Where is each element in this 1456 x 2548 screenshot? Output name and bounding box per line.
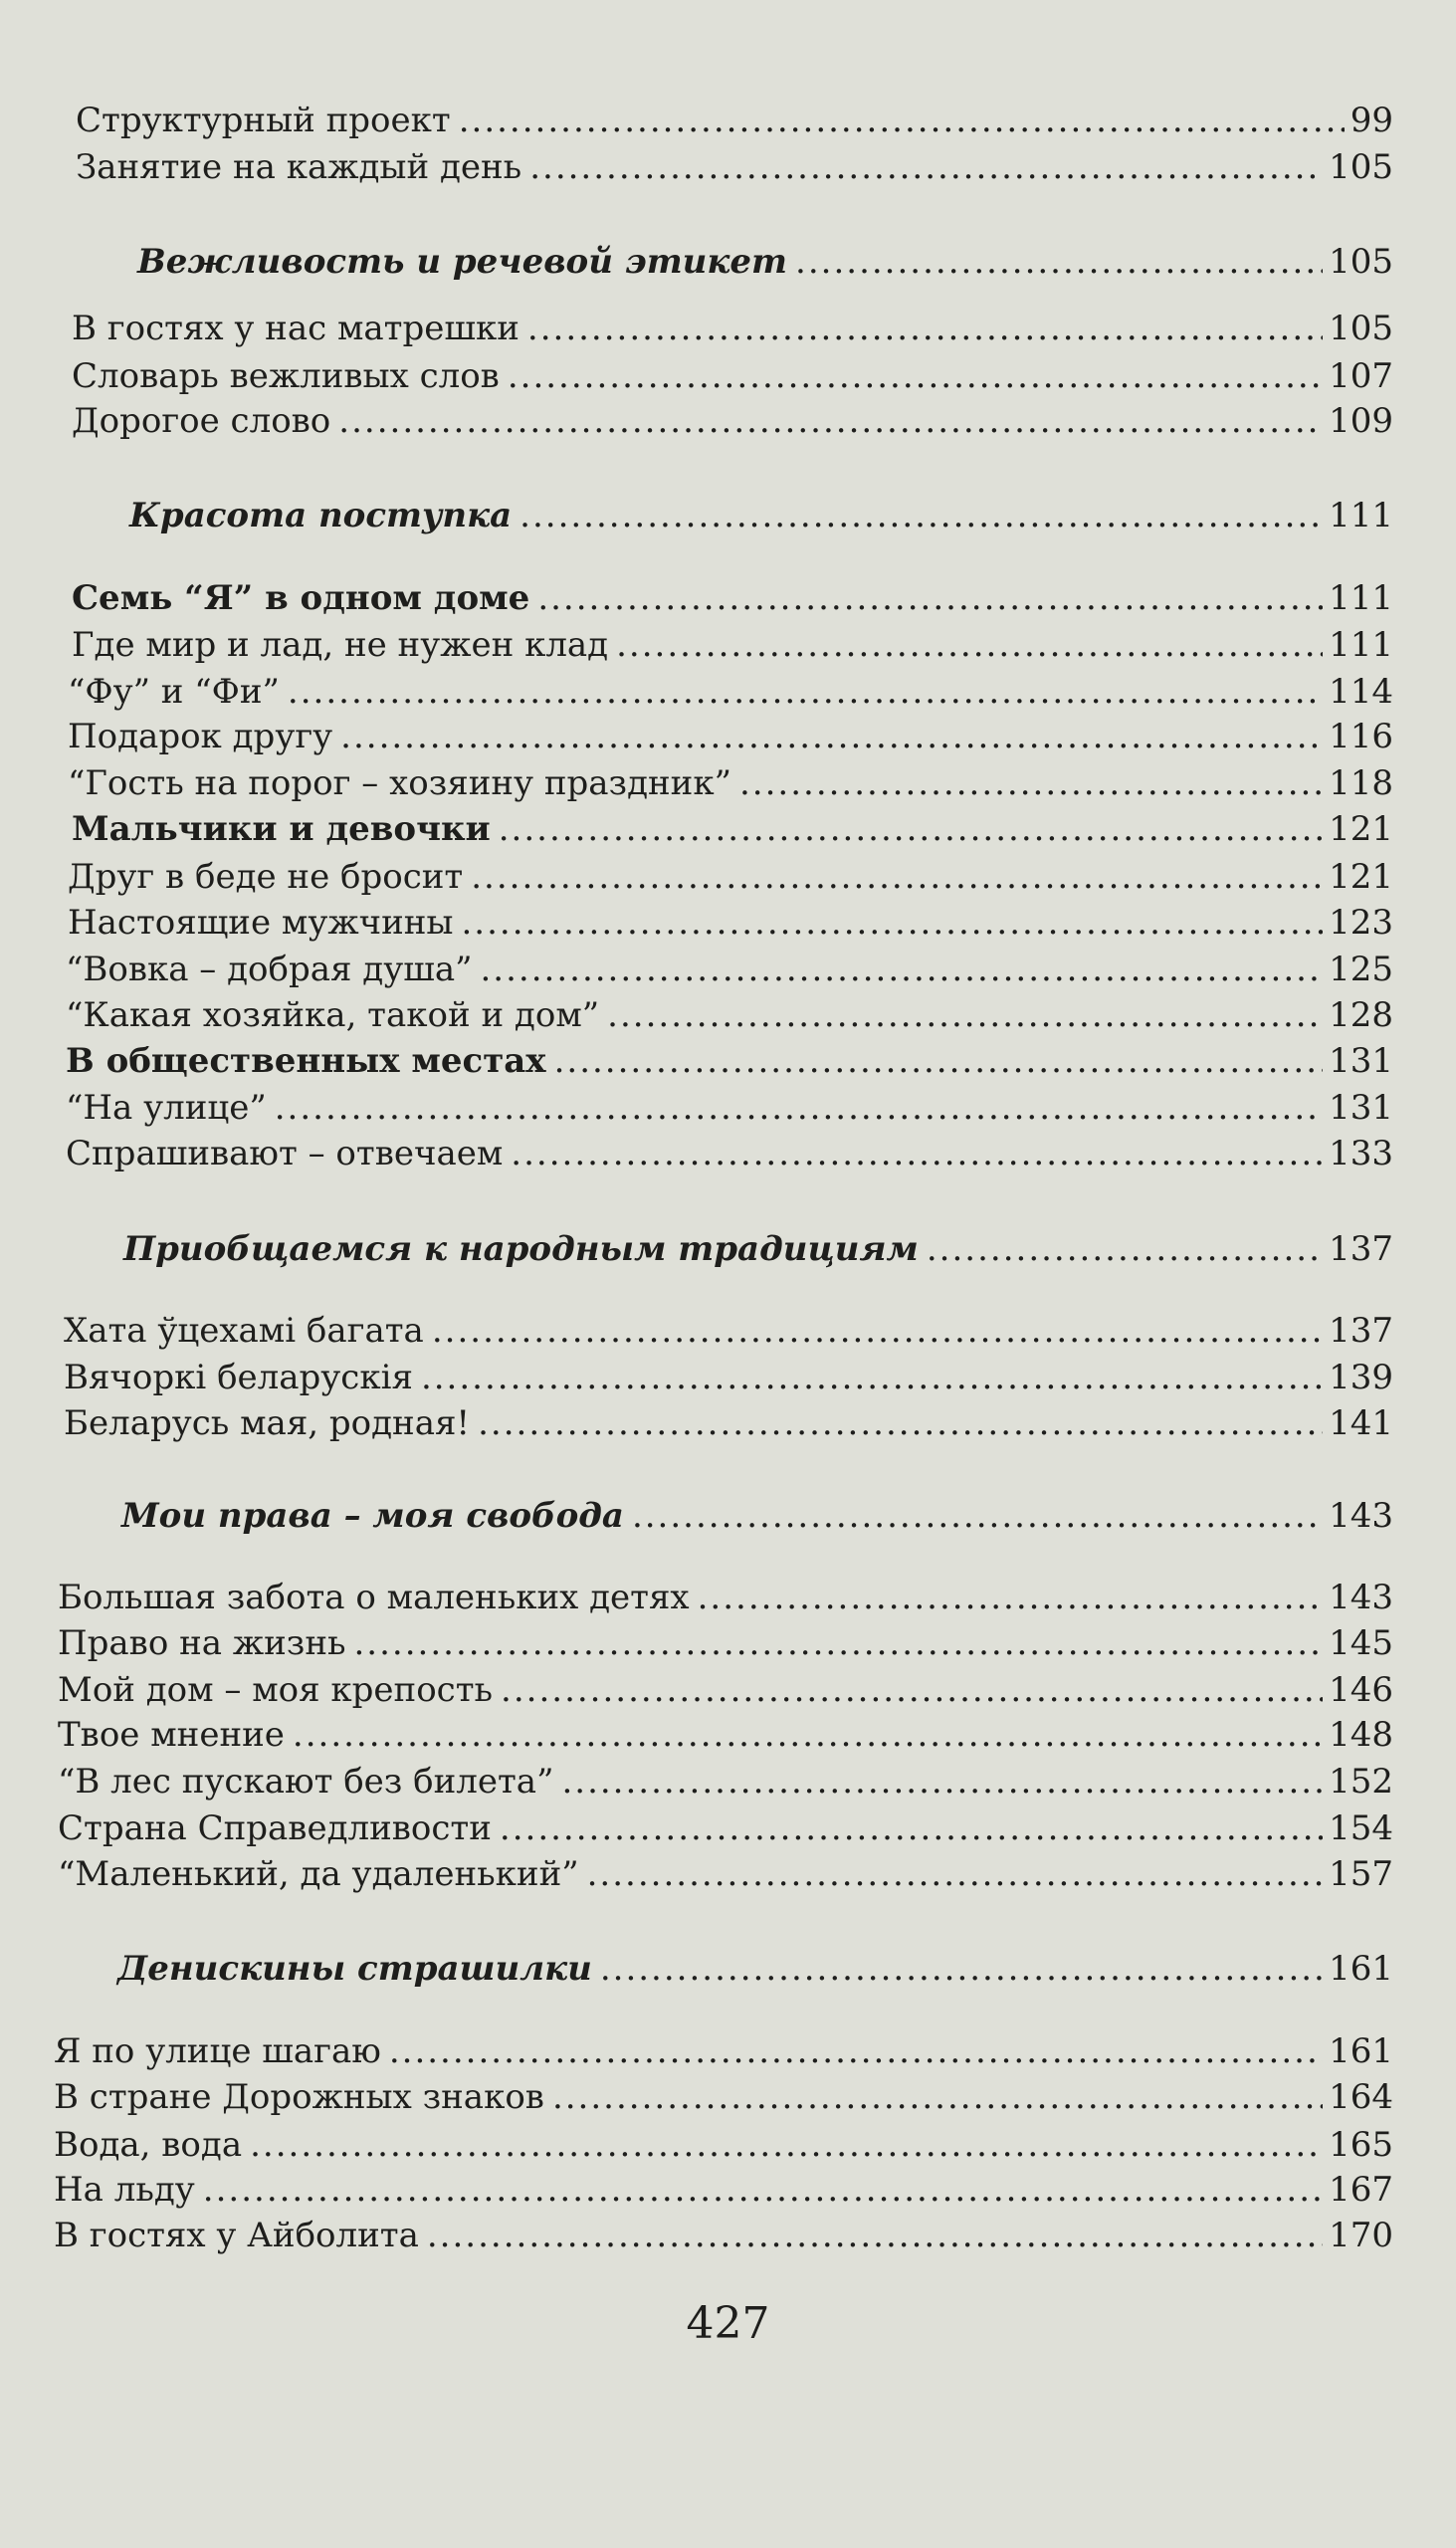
dot-leader (293, 1712, 1323, 1758)
toc-entry-title: Структурный проект (76, 101, 451, 140)
toc-entry-page: 109 (1329, 401, 1393, 441)
dot-leader (432, 1308, 1323, 1354)
toc-entry-page: 137 (1329, 1229, 1393, 1269)
dot-leader (795, 239, 1323, 285)
toc-entry (72, 575, 1393, 621)
toc-entry-title: В гостях у нас матрешки (72, 309, 520, 348)
toc-entry-title: Приобщаемся к народным традициям (123, 1229, 919, 1269)
toc-entry-page: 107 (1329, 356, 1393, 396)
toc-entry-page: 111 (1329, 578, 1393, 618)
dot-leader (288, 669, 1323, 715)
toc-entry-page: 125 (1329, 950, 1393, 989)
toc-entry-page: 143 (1329, 1578, 1393, 1617)
toc-entry (58, 1759, 1393, 1805)
toc-entry (58, 1667, 1393, 1713)
dot-leader (739, 760, 1323, 806)
toc-entry-title: Красота поступка (129, 496, 513, 535)
toc-entry-page: 161 (1329, 2031, 1393, 2071)
toc-entry-page: 165 (1329, 2125, 1393, 2165)
toc-entry (72, 398, 1393, 444)
dot-leader (554, 1038, 1324, 1084)
dot-leader (354, 1620, 1324, 1666)
dot-leader (250, 2122, 1323, 2168)
toc-section-heading (121, 1493, 1393, 1539)
toc-entry-page: 137 (1329, 1311, 1393, 1351)
toc-entry-title: “Фу” и “Фи” (68, 672, 280, 712)
toc-entry-title: Мальчики и девочки (72, 809, 491, 849)
toc-entry-page: 131 (1329, 1041, 1393, 1081)
toc-entry-page: 133 (1329, 1134, 1393, 1173)
toc-entry-title: Спрашивают – отвечаем (66, 1134, 504, 1173)
toc-entry-page: 152 (1329, 1762, 1393, 1802)
toc-entry-title: Вежливость и речевой этикет (137, 242, 788, 282)
toc-entry (66, 1085, 1393, 1131)
toc-entry-title: Вячоркі беларускія (64, 1358, 413, 1397)
dot-leader (340, 714, 1323, 759)
toc-entry (54, 2074, 1393, 2120)
toc-entry (58, 1575, 1393, 1620)
toc-entry-page: 123 (1329, 903, 1393, 943)
dot-leader (389, 2028, 1323, 2074)
dot-leader (607, 992, 1323, 1038)
toc-entry-page: 121 (1329, 809, 1393, 849)
toc-section-heading (117, 1946, 1393, 1992)
toc-entry-title: Подарок другу (68, 717, 333, 756)
toc-entry-title: Твое мнение (58, 1715, 285, 1755)
toc-entry (76, 98, 1393, 143)
dot-leader (508, 353, 1323, 399)
toc-entry-title: Вода, вода (54, 2125, 243, 2165)
toc-entry-title: “Вовка – добрая душа” (66, 950, 473, 989)
toc-entry (58, 1712, 1393, 1758)
toc-entry-page: 105 (1329, 147, 1393, 187)
toc-entry-page: 111 (1329, 496, 1393, 535)
toc-entry-page: 145 (1329, 1623, 1393, 1663)
toc-entry-title: “Какая хозяйка, такой и дом” (66, 995, 600, 1035)
toc-entry (66, 947, 1393, 992)
dot-leader (632, 1493, 1323, 1539)
toc-entry (76, 144, 1393, 190)
toc-entry-page: 143 (1329, 1496, 1393, 1536)
toc-entry-page: 141 (1329, 1403, 1393, 1443)
toc-entry (64, 1355, 1393, 1400)
dot-leader (527, 306, 1323, 351)
dot-leader (338, 398, 1323, 444)
toc-entry (68, 669, 1393, 715)
toc-entry (54, 2028, 1393, 2074)
toc-entry (64, 1400, 1393, 1446)
toc-section-heading (129, 493, 1393, 538)
dot-leader (561, 1759, 1323, 1805)
dot-leader (275, 1085, 1323, 1131)
toc-entry-title: Мой дом – моя крепость (58, 1670, 494, 1710)
toc-entry-title: “В лес пускают без билета” (58, 1762, 554, 1802)
toc-entry (66, 992, 1393, 1038)
toc-entry-page: 114 (1329, 672, 1393, 712)
toc-entry-page: 146 (1329, 1670, 1393, 1710)
dot-leader (520, 493, 1323, 538)
toc-entry-title: “Гость на порог – хозяину праздник” (68, 763, 731, 803)
dot-leader (511, 1131, 1323, 1176)
toc-entry-page: 164 (1329, 2077, 1393, 2117)
dot-leader (600, 1946, 1323, 1992)
toc-entry-page: 170 (1329, 2216, 1393, 2255)
toc-entry-title: Мои права – моя свобода (121, 1496, 624, 1536)
dot-leader (478, 1400, 1323, 1446)
dot-leader (927, 1226, 1323, 1272)
toc-entry-title: В гостях у Айболита (54, 2216, 419, 2255)
toc-entry-title: Настоящие мужчины (68, 903, 454, 943)
toc-entry-page: 131 (1329, 1088, 1393, 1128)
dot-leader (537, 575, 1323, 621)
toc-entry-title: В стране Дорожных знаков (54, 2077, 544, 2117)
toc-entry-title: Беларусь мая, родная! (64, 1403, 471, 1443)
toc-entry-page: 118 (1329, 763, 1393, 803)
dot-leader (616, 622, 1323, 668)
toc-entry-title: Большая забота о маленьких детях (58, 1578, 690, 1617)
dot-leader (698, 1575, 1323, 1620)
toc-entry-page: 154 (1329, 1808, 1393, 1848)
toc-entry (72, 806, 1393, 852)
toc-entry-page: 161 (1329, 1949, 1393, 1989)
dot-leader (459, 98, 1345, 143)
toc-section-heading (137, 239, 1393, 285)
toc-entry-page: 116 (1329, 717, 1393, 756)
dot-leader (499, 806, 1323, 852)
dot-leader (421, 1355, 1323, 1400)
toc-entry-title: Словарь вежливых слов (72, 356, 500, 396)
dot-leader (471, 854, 1323, 900)
toc-entry (58, 1620, 1393, 1666)
toc-entry-page: 105 (1329, 309, 1393, 348)
toc-entry-title: На льду (54, 2170, 195, 2210)
toc-entry (72, 353, 1393, 399)
toc-entry-page: 148 (1329, 1715, 1393, 1755)
toc-entry-page: 121 (1329, 857, 1393, 897)
dot-leader (501, 1667, 1323, 1713)
toc-entry (68, 900, 1393, 946)
toc-entry-title: Хата ўцехамі багата (64, 1311, 424, 1351)
toc-entry-title: Денискины страшилки (117, 1949, 592, 1989)
dot-leader (500, 1805, 1323, 1851)
toc-entry-title: В общественных местах (66, 1041, 546, 1081)
toc-entry-title: “На улице” (66, 1088, 267, 1128)
toc-entry-title: Страна Справедливости (58, 1808, 492, 1848)
dot-leader (529, 144, 1323, 190)
toc-entry (68, 854, 1393, 900)
toc-entry (66, 1131, 1393, 1176)
toc-entry-page: 167 (1329, 2170, 1393, 2210)
dot-leader (480, 947, 1323, 992)
toc-entry-title: Семь “Я” в одном доме (72, 578, 530, 618)
toc-entry-page: 157 (1329, 1854, 1393, 1894)
toc-entry (54, 2167, 1393, 2213)
toc-entry-page: 128 (1329, 995, 1393, 1035)
toc-entry-title: Я по улице шагаю (54, 2031, 381, 2071)
toc-entry (58, 1851, 1393, 1897)
toc-entry-title: “Маленький, да удаленький” (58, 1854, 579, 1894)
dot-leader (427, 2213, 1323, 2258)
toc-entry (66, 1038, 1393, 1084)
toc-entry (54, 2213, 1393, 2258)
toc-entry (58, 1805, 1393, 1851)
toc-entry-page: 139 (1329, 1358, 1393, 1397)
toc-entry-title: Занятие на каждый день (76, 147, 522, 187)
toc-entry-page: 99 (1350, 101, 1393, 140)
page-number: 427 (686, 2298, 770, 2349)
toc-entry (68, 714, 1393, 759)
toc-entry-page: 105 (1329, 242, 1393, 282)
dot-leader (587, 1851, 1323, 1897)
toc-entry (72, 622, 1393, 668)
toc-entry-title: Право на жизнь (58, 1623, 346, 1663)
toc-section-heading (123, 1226, 1393, 1272)
toc-entry (54, 2122, 1393, 2168)
dot-leader (203, 2167, 1323, 2213)
toc-entry-title: Дорогое слово (72, 401, 331, 441)
toc-entry (64, 1308, 1393, 1354)
toc-entry-page: 111 (1329, 625, 1393, 665)
toc-entry (68, 760, 1393, 806)
toc-entry (72, 306, 1393, 351)
toc-entry-title: Друг в беде не бросит (68, 857, 464, 897)
dot-leader (552, 2074, 1323, 2120)
toc-entry-title: Где мир и лад, не нужен клад (72, 625, 609, 665)
dot-leader (461, 900, 1323, 946)
